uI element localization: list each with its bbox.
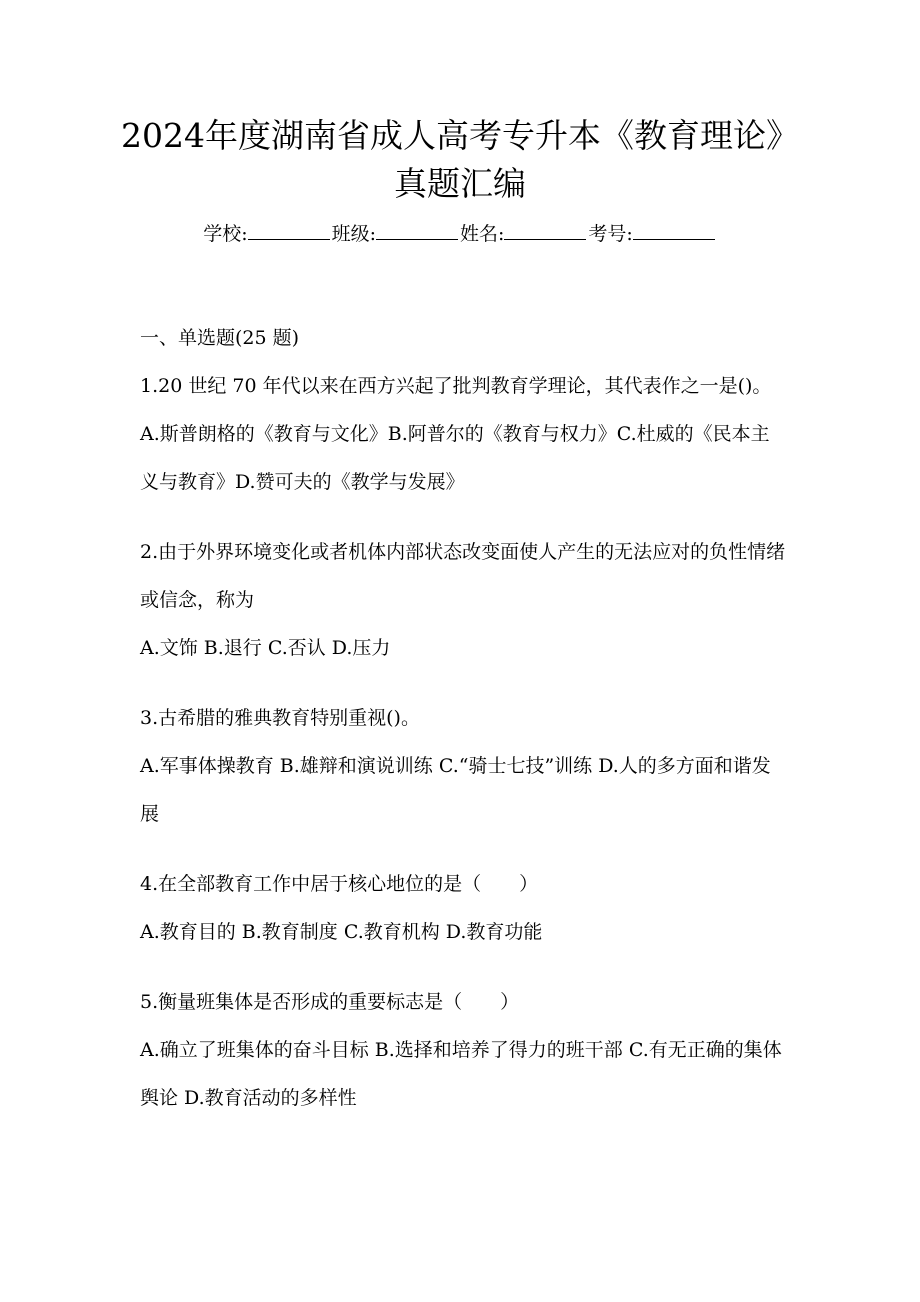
section-heading: 一、单选题(25 题): [140, 327, 300, 349]
question-4-options: A.教育目的 B.教育制度 C.教育机构 D.教育功能: [140, 921, 543, 943]
question-5-stem: 5.衡量班集体是否形成的重要标志是（ ）: [140, 991, 520, 1013]
question-2-stem: 2.由于外界环境变化或者机体内部状态改变面使人产生的无法应对的负性情绪或信念，称为: [140, 541, 786, 611]
question-content: [140, 314, 786, 1144]
class-label: 班级:: [331, 223, 376, 245]
name-blank: [504, 219, 586, 240]
question-1-stem: 1.20 世纪 70 年代以来在西方兴起了批判教育学理论，其代表作之一是()。: [140, 375, 772, 397]
question-4-stem: 4.在全部教育工作中居于核心地位的是（ ）: [140, 873, 539, 895]
id-blank: [633, 219, 715, 240]
question-1-options: A.斯普朗格的《教育与文化》B.阿普尔的《教育与权力》C.杜威的《民本主义与教育》D.赞可夫的《教学与发展》: [140, 423, 770, 493]
id-label: 考号:: [588, 223, 633, 245]
question-3-options: A.军事体操教育 B.雄辩和演说训练 C.“骑士七技”训练 D.人的多方面和谐发展: [140, 755, 771, 825]
name-label: 姓名:: [460, 223, 505, 245]
school-blank: [248, 219, 330, 240]
question-2-options: A.文饰 B.退行 C.否认 D.压力: [140, 637, 391, 659]
question-3-stem: 3.古希腊的雅典教育特别重视()。: [140, 707, 420, 729]
document-title-line-1: 2024年度湖南省成人高考专升本《教育理论》: [121, 116, 799, 155]
school-label: 学校:: [203, 223, 248, 245]
class-blank: [376, 219, 458, 240]
question-5-options: A.确立了班集体的奋斗目标 B.选择和培养了得力的班干部 C.有无正确的集体舆论 D.教育活动的多样性: [140, 1039, 782, 1109]
student-info-line: [0, 219, 920, 248]
document-title-line-2: 真题汇编: [394, 164, 526, 203]
